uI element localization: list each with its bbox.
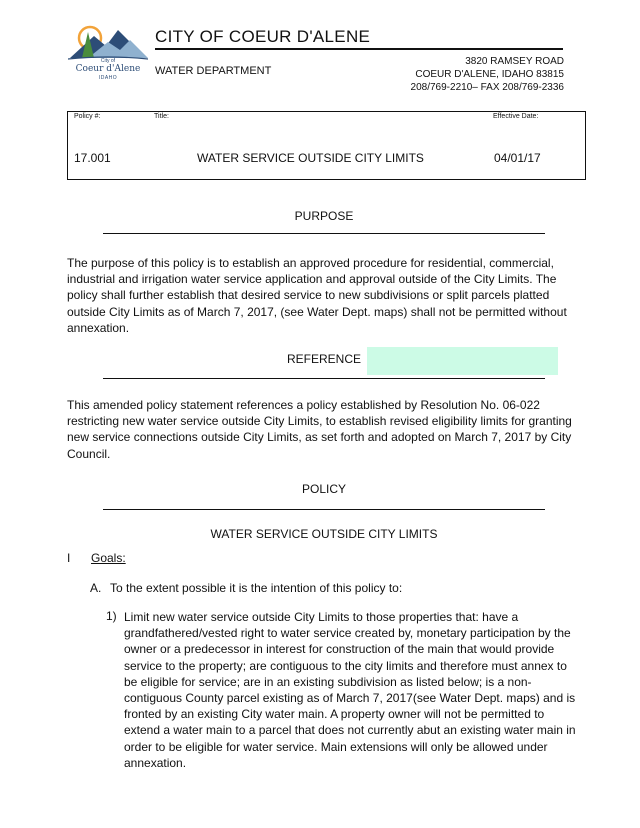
item-a-letter: A.: [90, 581, 102, 595]
mountain-logo-icon: [68, 22, 148, 62]
purpose-heading: PURPOSE: [294, 209, 354, 223]
reference-divider: [103, 378, 545, 379]
city-logo: [68, 22, 148, 86]
item-1-number: 1): [106, 609, 117, 623]
policy-subheading: WATER SERVICE OUTSIDE CITY LIMITS: [210, 527, 438, 541]
policy-number-label: Policy #:: [74, 113, 101, 120]
item-a-text: To the extent possible it is the intention of this policy to:: [110, 581, 403, 595]
logo-city-text: City of: [100, 58, 116, 64]
logo-name-text: Coeur d'Alene: [75, 64, 141, 74]
address-phone-fax: 208/769-2210– FAX 208/769-2336: [410, 82, 564, 93]
goals-numeral: I: [67, 551, 71, 565]
purpose-divider: [103, 233, 545, 234]
policy-heading: POLICY: [301, 482, 346, 496]
title-divider: [155, 48, 563, 50]
effective-date-label: Effective Date:: [493, 113, 539, 120]
department-name: WATER DEPARTMENT: [155, 65, 272, 77]
reference-paragraph: This amended policy statement references a policy established by Resolution No. 06-022 restricting new water service outside City Limits, to establish revised eligibility limits for granting new service connections outside City Limits, as set forth and adopted on March 7, 2017 by City Council.: [67, 398, 572, 461]
policy-number: 17.001: [74, 151, 111, 165]
reference-heading: REFERENCE: [286, 352, 361, 366]
effective-date: 04/01/17: [494, 151, 541, 165]
department-address: [411, 55, 564, 94]
policy-title: WATER SERVICE OUTSIDE CITY LIMITS: [197, 151, 424, 165]
item-1-text: Limit new water service outside City Limits to those properties that: have a grandfathered/vested right to water service created by, monetary participation by the owner or a predecessor in interest for construction of the main that would provide service to the property; are contiguous to the city limits and therefore must annex to be eligible for service; are in an existing subdivision as listed below; is a non-contiguous County parcel existing as of March 7, 2017(see Water Dept. maps) and is fronted by an existing City water main. A property owner will not be permitted to extend a water main to a parcel that does not currently abut an existing water main in order to be eligible for water service. Main extensions will only be allowed under annexation.: [124, 610, 576, 770]
purpose-paragraph: The purpose of this policy is to establish an approved procedure for residential, commercial, industrial and irrigation water service application and approval outside of the City Limits. The policy shall further establish that desired service to new subdivisions or split parcels platted outside City Limits as of March 7, 2017, (see Water Dept. maps) shall not be permitted without annexation.: [67, 256, 567, 335]
city-title: CITY OF COEUR D'ALENE: [155, 27, 371, 46]
title-label: Title:: [154, 113, 169, 120]
policy-info-box: [67, 111, 586, 180]
logo-state-text: IDAHO: [98, 75, 118, 81]
address-city: COEUR D'ALENE, IDAHO 83815: [415, 69, 564, 80]
goals-label: Goals:: [91, 551, 126, 565]
address-street: 3820 RAMSEY ROAD: [465, 56, 564, 67]
policy-divider: [103, 509, 545, 510]
